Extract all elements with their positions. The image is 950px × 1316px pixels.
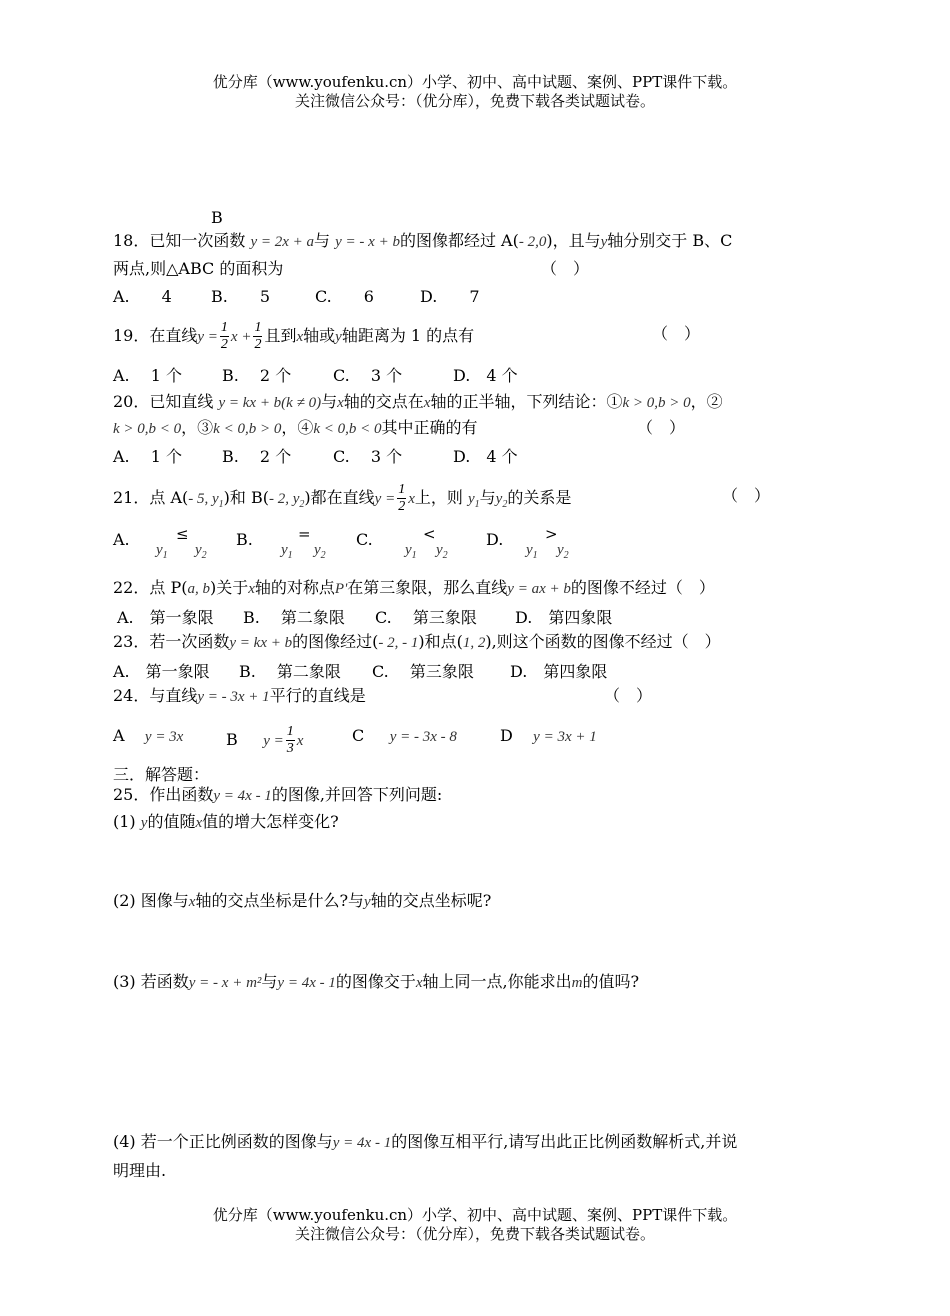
q22-option-d: D. 第四象限 [515,608,613,627]
q21-sym-b: = [298,525,311,543]
q19-fraction-1: $\frac{1}{2}$ [220,320,228,352]
q24-option-a: A y = 3x [113,726,184,745]
q21-y1: y [467,491,475,507]
q18-y-var: y [600,234,608,250]
q18-func-1: y = 2x + a [250,234,315,250]
q21-num: 21．点 A( [113,488,189,507]
q23-text-1: 的图像经过( [292,632,379,651]
q21-b-y2: $y_2$ [314,542,326,561]
q24-num: 24．与直线 [113,686,198,705]
q20-option-c: C. 3 个 [333,447,403,466]
header-line-2: 关注微信公众号：（优分库），免费下载各类试题试卷。 [294,92,655,110]
q21-option-a: A. [113,530,130,549]
q21-text-3: 上，则 [414,488,463,507]
q21-sym-a: ≤ [176,525,189,543]
stray-answer: B [211,208,223,227]
q21-b-y1: $y_1$ [281,542,293,561]
q20-x-var-2: x [423,395,431,411]
q18-text-1: 与 [314,231,331,250]
q18-option-d: D. 7 [420,287,480,306]
q22-option-b: B. 第二象限 [243,608,345,627]
q21-y2: y [495,491,503,507]
q20-line-2 [113,416,478,441]
header-line-1: 优分库（www.youfenku.cn）小学、初中、高中试题、案例、PPT课件下载。 [212,73,738,91]
q23-option-a: A. 第一象限 [113,662,210,681]
q19-text-1: 且到 [264,326,297,345]
q25-num: 25．作出函数 [113,785,214,804]
q20-answer-paren: （ ） [637,418,686,437]
q19-text-2: 轴或 [303,326,336,345]
q24-answer-paren: （ ） [604,686,653,705]
q24-text-1: 平行的直线是 [269,686,366,705]
q19-option-a: A. 1 个 [113,366,182,385]
q22-x-var: x [248,581,255,597]
q20-cond-1: k > 0,b > 0 [622,395,691,411]
q21-d-y1: $y_1$ [526,542,538,561]
q19-text-3: 轴距离为 1 的点有 [341,326,475,345]
q20-cond-3: k < 0,b > 0 [213,421,282,437]
q21-sym-d: > [545,525,558,543]
q18-option-a: A. 4 [113,287,172,306]
q18-line-2: 两点,则△ABC 的面积为 [113,259,284,278]
q19-y-var: y [335,329,342,345]
q22-num: 22．点 P( [113,578,188,597]
q21-point-b: - 2, y [269,491,300,507]
q23-num: 23．若一次函数 [113,632,230,651]
q23-point-1: - 2, - 1 [378,635,419,651]
q25-part-4-line-1: (4) 若一个正比例函数的图像与y = 4x - 1的图像互相平行,请写出此正比例函数解析式,并说 [113,1132,738,1151]
q21-option-b: B. [236,530,253,549]
q19-func-y: y = [197,329,218,345]
q19-answer-paren: （ ） [652,324,701,343]
q22-line-1 [113,576,715,601]
footer-line-2: 关注微信公众号：（优分库），免费下载各类试题试卷。 [294,1225,655,1243]
q21-sym-c: < [423,525,436,543]
q21-sub-1: 1 [218,499,224,511]
q23-text-2: )和点( [418,632,463,651]
q20-cond-2: k > 0,b < 0 [113,421,182,437]
q21-a-y1: $y_1$ [156,542,168,561]
q18-text-3: )，且与 [546,231,601,250]
q19-fraction-2: $\frac{1}{2}$ [254,320,262,352]
q19-func-x: x + [230,329,252,345]
q25-func: y = 4x - 1 [213,788,272,804]
q24-option-d: D y = 3x + 1 [500,726,597,745]
q20-x-var-1: x [337,395,344,411]
section-3-title: 三．解答题： [113,765,210,784]
q23-text-3: ),则这个函数的图像不经过（ ） [485,632,721,651]
q23-func: y = kx + b [229,635,293,651]
q21-answer-paren: （ ） [722,486,771,505]
q21-sub-2: 2 [299,499,305,511]
q24-option-b: B y = $\frac{1}{3}$ x [226,724,304,756]
q19-option-d: D. 4 个 [453,366,518,385]
q21-text-4: 与 [479,488,496,507]
q20-num: 20．已知直线 [113,392,214,411]
q22-text-3: 在第三象限，那么直线 [347,578,508,597]
q22-option-a: A. 第一象限 [117,608,214,627]
q25-text-1: 的图像,并回答下列问题: [271,785,443,804]
q21-func-x: x [408,491,415,507]
q21-text-5: 的关系是 [507,488,572,507]
q23-option-c: C. 第三象限 [372,662,474,681]
q19-option-b: B. 2 个 [222,366,292,385]
q22-func: y = ax + b [507,581,571,597]
q21-option-d: D. [486,530,504,549]
q25-part-4-line-2: 明理由. [113,1161,167,1180]
q22-text-1: )关于 [209,578,249,597]
q25-part-1: (1) y的值随x值的增大怎样变化? [113,812,339,831]
q21-c-y2: $y_2$ [436,542,448,561]
q18-point: - 2,0 [518,234,547,250]
q18-line-1 [113,229,732,254]
q18-num: 18．已知一次函数 [113,231,246,250]
q19-num: 19．在直线 [113,326,198,345]
q21-text-2: )都在直线 [304,488,375,507]
q19-option-c: C. 3 个 [333,366,403,385]
q18-answer-paren: （ ） [541,259,590,278]
q20-text-1: 与 [321,392,338,411]
q23-option-d: D. 第四象限 [510,662,608,681]
q18-func-2: y = - x + b [335,234,400,250]
q23-option-b: B. 第二象限 [239,662,341,681]
q18-text-2: 的图像都经过 A( [399,231,519,250]
q20-cond-4: k < 0,b < 0 [313,421,382,437]
q25-part-3: (3) 若函数y = - x + m²与y = 4x - 1的图像交于x轴上同一点,你能求出m的值吗? [113,972,640,991]
q25-part-2: (2) 图像与x轴的交点坐标是什么?与y轴的交点坐标呢? [113,891,492,910]
q23-point-2: 1, 2 [462,635,486,651]
q21-a-y2: $y_2$ [195,542,207,561]
q21-line-1: 21．点 A(- 5, $y_1$)和 B(- 2, $y_2$)都在直线y = $\frac{1}{2}$ x上，则 $y_1$与$y_2$的关系是 [113,482,572,514]
q21-option-c: C. [356,530,373,549]
q22-p-prime: P' [334,581,348,597]
q22-ab: a, b [187,581,210,597]
q21-c-y1: $y_1$ [405,542,417,561]
q20-line-1 [113,390,723,415]
footer-line-1: 优分库（www.youfenku.cn）小学、初中、高中试题、案例、PPT课件下载。 [212,1206,738,1224]
q19-x-var: x [296,329,304,345]
q21-d-y2: $y_2$ [557,542,569,561]
q20-text-3: 轴的正半轴，下列结论：① [430,392,623,411]
q20-option-d: D. 4 个 [453,447,518,466]
q21-fraction: $\frac{1}{2}$ [398,482,406,514]
q22-text-4: 的图像不经过（ ） [570,578,715,597]
q20-text-6: ，④ [281,418,314,437]
q20-text-2: 轴的交点在 [343,392,424,411]
q20-text-5: ，③ [181,418,214,437]
q24-line-1 [113,684,366,709]
q22-option-c: C. 第三象限 [375,608,477,627]
q24-option-c: C y = - 3x - 8 [352,726,457,745]
q19-line-1 [113,320,474,353]
q18-option-b: B. 5 [211,287,271,306]
q23-line-1 [113,630,721,655]
q22-text-2: 轴的对称点 [254,578,335,597]
q24-func: y = - 3x + 1 [197,689,270,705]
q20-option-a: A. 1 个 [113,447,182,466]
q18-text-4: 轴分别交于 B、C [607,231,733,250]
q25-line-1 [113,783,442,808]
q20-text-7: 其中正确的有 [381,418,478,437]
q20-func: y = kx + b(k ≠ 0) [218,395,322,411]
q20-option-b: B. 2 个 [222,447,292,466]
q21-text-1: )和 B( [223,488,269,507]
q21-func-y: y = [374,491,396,507]
q20-text-4: ，② [690,392,723,411]
q18-option-c: C. 6 [315,287,374,306]
q21-point-a: - 5, y [188,491,219,507]
